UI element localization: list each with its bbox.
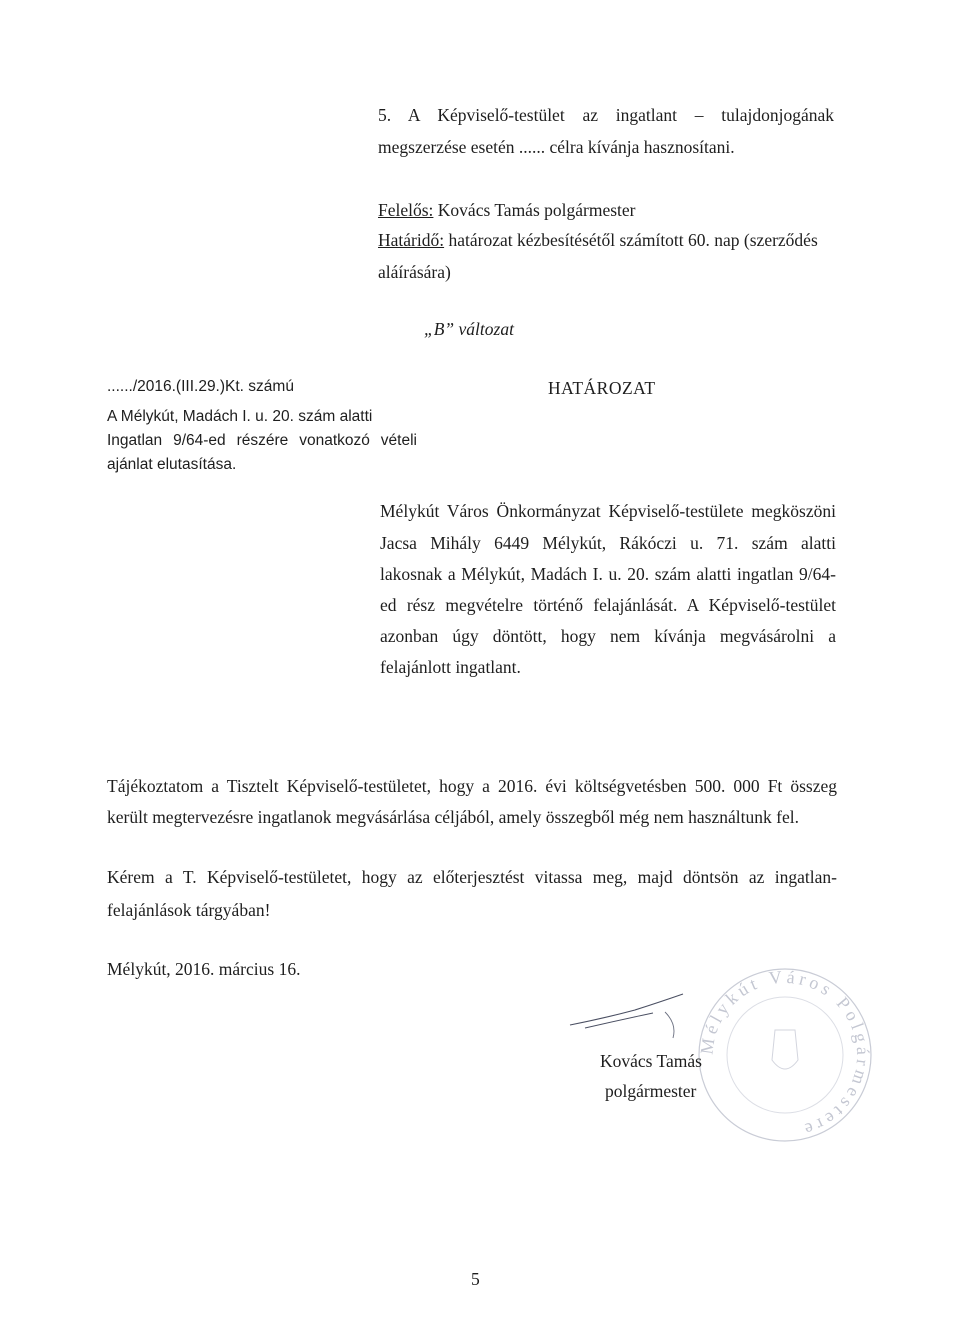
item5-line1: 5. A Képviselő-testület az ingatlant – tulajdonjogának [378,105,834,125]
responsible-label: Felelős: [378,200,434,220]
request-line2: felajánlások tárgyában! [107,900,271,920]
responsible-row [378,199,636,221]
info-line1: Tájékoztatom a Tisztelt Képviselő-testületet, hogy a 2016. évi költségvetésben 500. 000 Ft összeg [107,776,837,796]
stamp-text: Mélykút Város Polgármestere [696,966,874,1142]
info-line2: került megtervezésre ingatlanok megvásárlása céljából, amely összegből még nem használtunk fel. [107,807,799,827]
item5-line2: megszerzése esetén ...... célra kívánja hasznosítani. [378,137,735,157]
deadline-label: Határidő: [378,230,445,250]
resolution-heading: HATÁROZAT [548,378,656,398]
resolution-subject-line1: A Mélykút, Madách I. u. 20. szám alatti [107,408,373,425]
variant-heading: „B” változat [424,319,514,339]
resolution-body-line5: azonban úgy döntött, hogy nem kívánja megvásárolni a [380,626,836,646]
resolution-body-line6: felajánlott ingatlant. [380,657,521,677]
signatory-name: Kovács Tamás [600,1051,702,1071]
deadline-value-line2: aláírására) [378,262,451,282]
resolution-body-line4: ed rész megvételre történő felajánlását. A Képviselő-testület [380,595,836,615]
resolution-number: ....../2016.(III.29.)Kt. számú [107,378,294,395]
official-stamp [690,960,880,1150]
page-number: 5 [471,1269,480,1289]
resolution-body-line1: Mélykút Város Önkormányzat Képviselő-testülete megköszöni [380,501,836,521]
place-date: Mélykút, 2016. március 16. [107,959,301,979]
resolution-body-line2: Jacsa Mihály 6449 Mélykút, Rákóczi u. 71. szám alatti [380,533,836,553]
resolution-body-line3: lakosnak a Mélykút, Madách I. u. 20. szám alatti ingatlan 9/64- [380,564,836,584]
signatory-title: polgármester [605,1081,697,1101]
request-line1: Kérem a T. Képviselő-testületet, hogy az előterjesztést vitassa meg, majd döntsön az ingatlan- [107,867,837,887]
resolution-subject-line3: ajánlat elutasítása. [107,456,237,473]
resolution-subject-line2: Ingatlan 9/64-ed részére vonatkozó vételi [107,432,417,449]
deadline-row [378,229,818,251]
deadline-value-line1: határozat kézbesítésétől számított 60. nap (szerződés [444,230,818,250]
signature [565,980,715,1040]
responsible-value: Kovács Tamás polgármester [433,200,636,220]
